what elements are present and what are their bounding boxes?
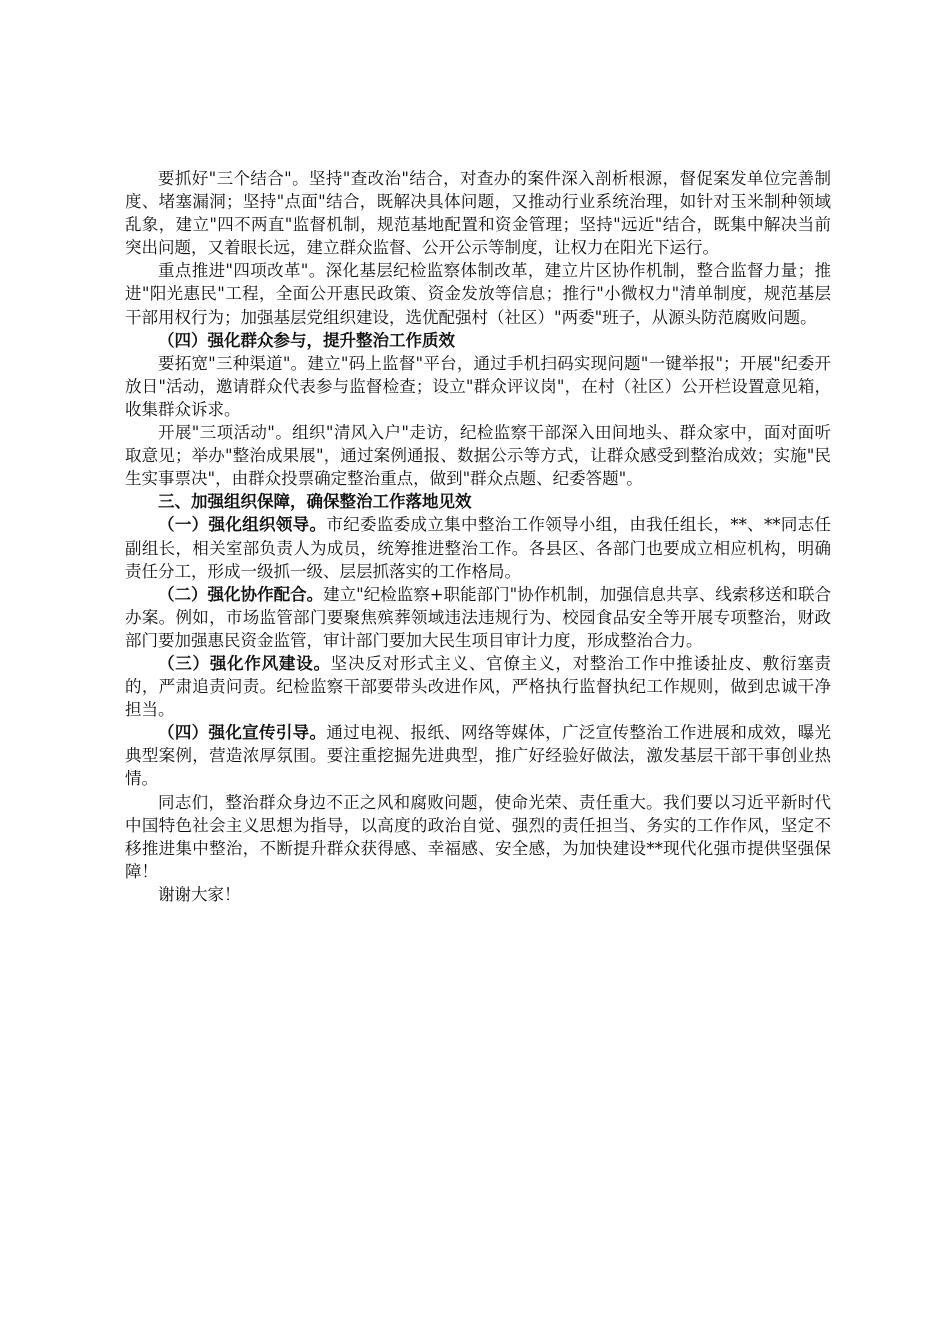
section-heading-organizational-guarantee: 三、加强组织保障，确保整治工作落地见效 bbox=[158, 492, 472, 512]
paragraph-collaboration bbox=[125, 583, 831, 652]
lead-work-style: （三）强化作风建设。 bbox=[158, 653, 331, 673]
paragraph-closing-remarks: 同志们，整治群众身边不正之风和腐败问题，使命光荣、责任重大。我们要以习近平新时代中国特色社会主义思想为指导，以高度的政治自觉、强烈的责任担当、务实的工作作风，坚定不移推进集中整治，不断提升群众获得感、幸福感、安全感，为加快建设**现代化强市提供坚强保障！ bbox=[125, 792, 831, 881]
paragraph-three-combinations: 要抓好"三个结合"。坚持"查改治"结合，对查办的案件深入剖析根源，督促案发单位完善制度、堵塞漏洞；坚持"点面"结合，既解决具体问题，又推动行业系统治理，如针对玉米制种领域乱象，建立"四不两直"监督机制，规范基地配置和资金管理；坚持"远近"结合，既集中解决当前突出问题，又着眼长远，建立群众监督、公开公示等制度，让权力在阳光下运行。 bbox=[125, 169, 831, 258]
paragraph-publicity bbox=[125, 721, 831, 790]
paragraph-organizational-leadership bbox=[125, 513, 831, 582]
section-heading-public-participation: （四）强化群众参与，提升整治工作质效 bbox=[158, 330, 455, 350]
document-page bbox=[125, 167, 831, 906]
body-organizational-leadership: 市纪委监委成立集中整治工作领导小组，由我任组长，**、**同志任副组长，相关室部负责人为成员，统筹推进整治工作。各县区、各部门也要成立相应机构，明确责任分工，形成一级抓一级、层层抓落实的工作格局。 bbox=[125, 515, 832, 581]
lead-collaboration: （二）强化协作配合。 bbox=[158, 584, 324, 604]
body-collaboration: 建立"纪检监察+职能部门"协作机制，加强信息共享、线索移送和联合办案。例如，市场监管部门要聚焦殡葬领域违法违规行为、校园食品安全等开展专项整治，财政部门要加强惠民资金监管，审计部门要加大民生项目审计力度，形成整治合力。 bbox=[125, 584, 831, 650]
paragraph-three-activities: 开展"三项活动"。组织"清风入户"走访，纪检监察干部深入田间地头、群众家中，面对面听取意见；举办"整治成果展"，通过案例通报、数据公示等方式，让群众感受到整治成效；实施"民生实事票决"，由群众投票确定整治重点，做到"群众点题、纪委答题"。 bbox=[125, 423, 831, 489]
paragraph-four-reforms: 重点推进"四项改革"。深化基层纪检监察体制改革，建立片区协作机制，整合监督力量；推进"阳光惠民"工程，全面公开惠民政策、资金发放等信息；推行"小微权力"清单制度，规范基层干部用权行为；加强基层党组织建设，选优配强村（社区）"两委"班子，从源头防范腐败问题。 bbox=[125, 261, 831, 327]
paragraph-thanks: 谢谢大家！ bbox=[158, 884, 241, 904]
body-work-style: 坚决反对形式主义、官僚主义，对整治工作中推诿扯皮、敷衍塞责的，严肃追责问责。纪检监察干部要带头改进作风，严格执行监督执纪工作规则，做到忠诚干净担当。 bbox=[125, 653, 832, 720]
paragraph-three-channels: 要拓宽"三种渠道"。建立"码上监督"平台，通过手机扫码实现问题"一键举报"；开展"纪委开放日"活动，邀请群众代表参与监督检查；设立"群众评议岗"，在村（社区）公开栏设置意见箱，收集群众诉求。 bbox=[125, 353, 831, 419]
lead-publicity: （四）强化宣传引导。 bbox=[158, 723, 327, 743]
paragraph-work-style bbox=[125, 652, 831, 721]
lead-organizational-leadership: （一）强化组织领导。 bbox=[158, 515, 327, 535]
body-publicity: 通过电视、报纸、网络等媒体，广泛宣传整治工作进展和成效，曝光典型案例，营造浓厚氛围。要注重挖掘先进典型，推广好经验好做法，激发基层干部干事创业热情。 bbox=[125, 723, 832, 789]
